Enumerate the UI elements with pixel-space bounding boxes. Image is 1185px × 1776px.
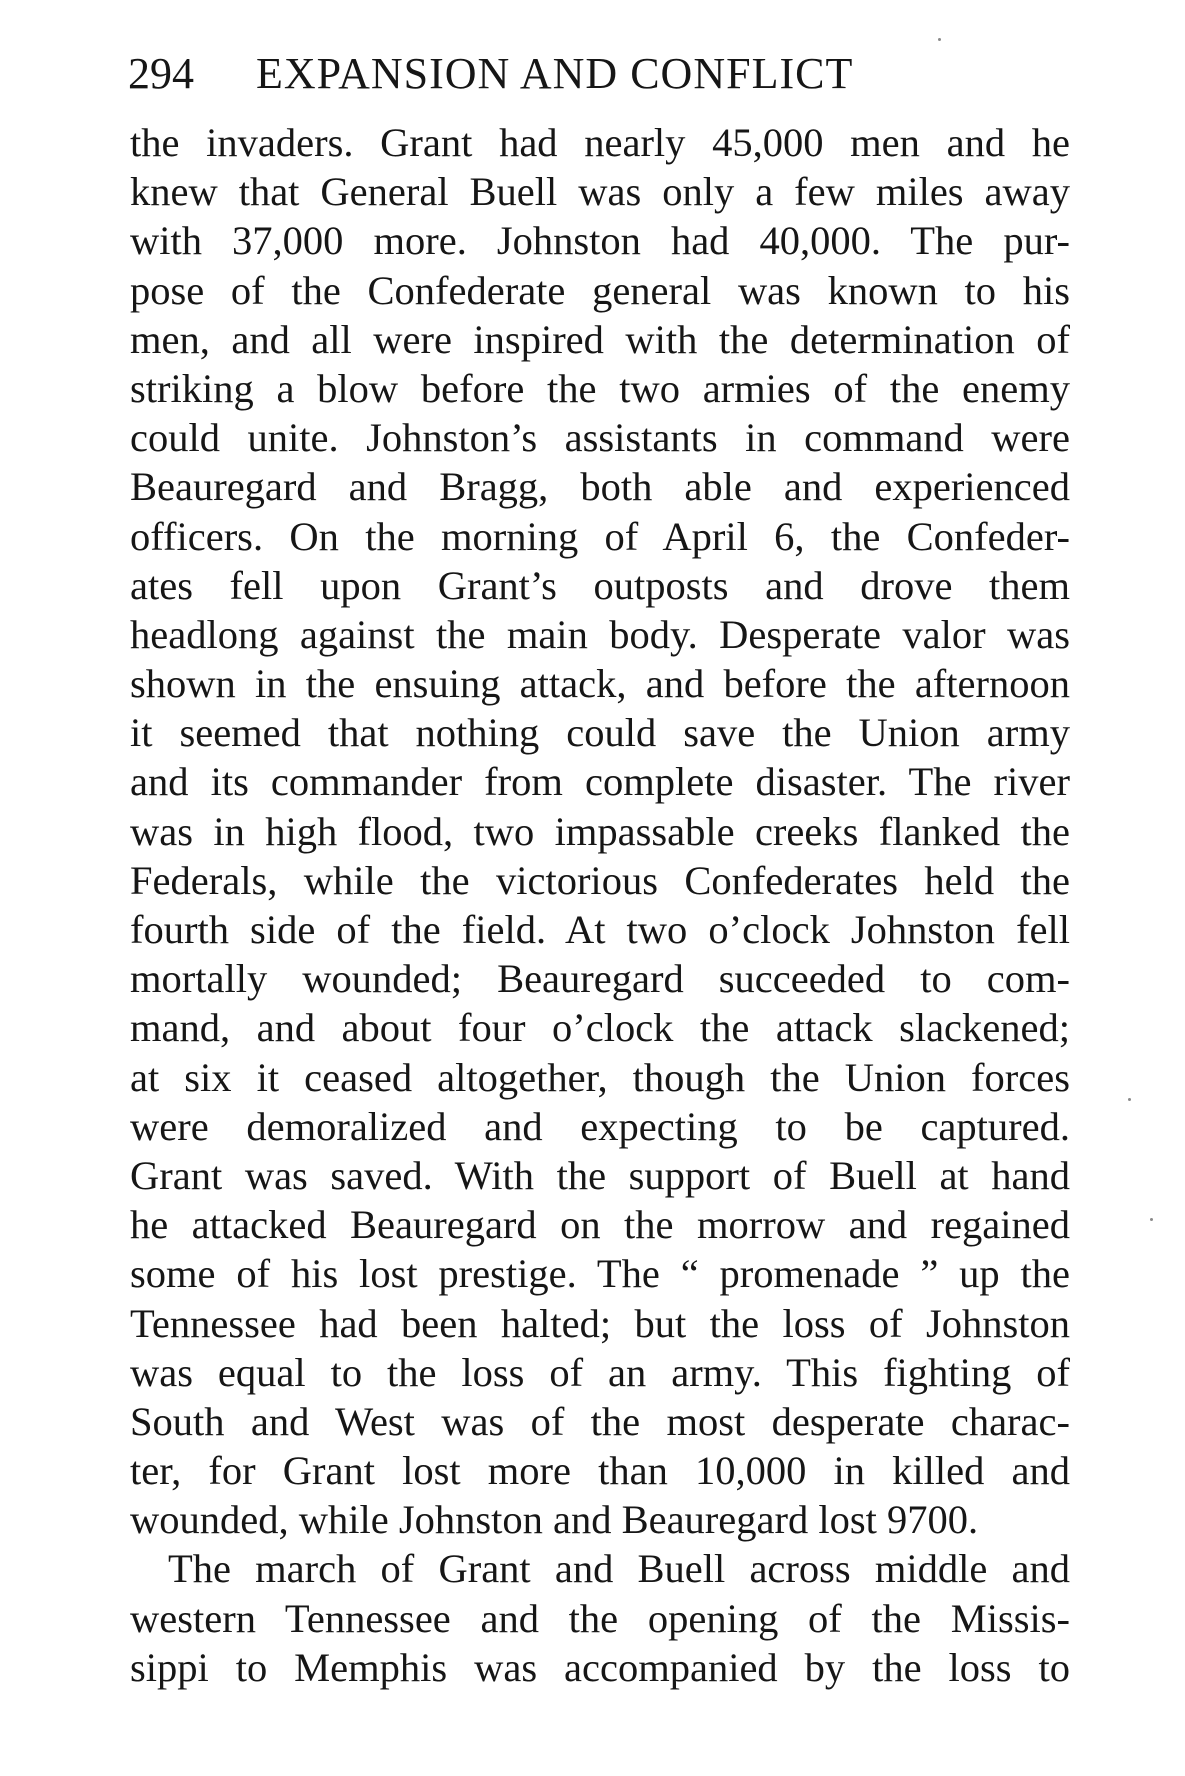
text-line: western Tennessee and the opening of the Missis- <box>130 1595 1070 1641</box>
text-line: South and West was of the most desperate charac- <box>130 1398 1070 1444</box>
text-line: wounded, while Johnston and Beauregard lost 9700. <box>130 1497 979 1543</box>
text-line: mand, and about four o’clock the attack slackened; <box>130 1005 1070 1051</box>
text-line: ter, for Grant lost more than 10,000 in killed and <box>130 1448 1070 1494</box>
text-line: men, and all were inspired with the determination of <box>130 316 1070 362</box>
text-line: were demoralized and expecting to be captured. <box>130 1103 1070 1149</box>
text-line: could unite. Johnston’s assistants in command were <box>130 415 1070 461</box>
body-text <box>130 118 1070 1692</box>
text-line: some of his lost prestige. The “ promenade ” up the <box>130 1251 1070 1297</box>
paragraph-1 <box>130 118 1070 1544</box>
text-line: the invaders. Grant had nearly 45,000 men and he <box>130 120 1070 165</box>
text-line: pose of the Confederate general was known to his <box>130 267 1070 313</box>
text-line: fourth side of the field. At two o’clock Johnston fell <box>130 907 1070 952</box>
text-line: it seemed that nothing could save the Union army <box>130 710 1070 756</box>
text-line: with 37,000 more. Johnston had 40,000. The pur- <box>130 218 1070 264</box>
text-line: was equal to the loss of an army. This fighting of <box>130 1349 1070 1395</box>
text-line: Grant was saved. With the support of Buell at hand <box>130 1152 1070 1198</box>
text-line: shown in the ensuing attack, and before the afternoon <box>130 661 1070 707</box>
running-head <box>128 44 1078 104</box>
paper-speck <box>1128 1098 1131 1101</box>
running-title: EXPANSION AND CONFLICT <box>256 49 854 98</box>
text-line: headlong against the main body. Desperate valor was <box>130 611 1070 657</box>
text-line: Tennessee had been halted; but the loss of Johnston <box>130 1300 1070 1346</box>
text-line: The march of Grant and Buell across middle and <box>168 1546 1070 1592</box>
text-line: mortally wounded; Beauregard succeeded to com- <box>130 956 1070 1002</box>
text-line: striking a blow before the two armies of the enemy <box>130 365 1070 411</box>
text-line: and its commander from complete disaster. The river <box>130 759 1070 805</box>
text-line: he attacked Beauregard on the morrow and regained <box>130 1202 1070 1248</box>
page-number: 294 <box>128 49 194 98</box>
text-line: officers. On the morning of April 6, the Confeder- <box>130 513 1070 559</box>
paper-speck <box>938 38 941 41</box>
paper-speck <box>1150 1218 1153 1221</box>
text-line: Federals, while the victorious Confederates held the <box>130 857 1070 903</box>
text-line: ates fell upon Grant’s outposts and drove them <box>130 562 1070 608</box>
text-line: Beauregard and Bragg, both able and experienced <box>130 464 1070 510</box>
text-line: knew that General Buell was only a few miles away <box>130 169 1070 215</box>
text-line: at six it ceased altogether, though the Union forces <box>130 1054 1070 1100</box>
text-line: sippi to Memphis was accompanied by the loss to <box>130 1644 1070 1690</box>
paragraph-2 <box>130 1544 1070 1692</box>
text-line: was in high flood, two impassable creeks flanked the <box>130 808 1070 854</box>
